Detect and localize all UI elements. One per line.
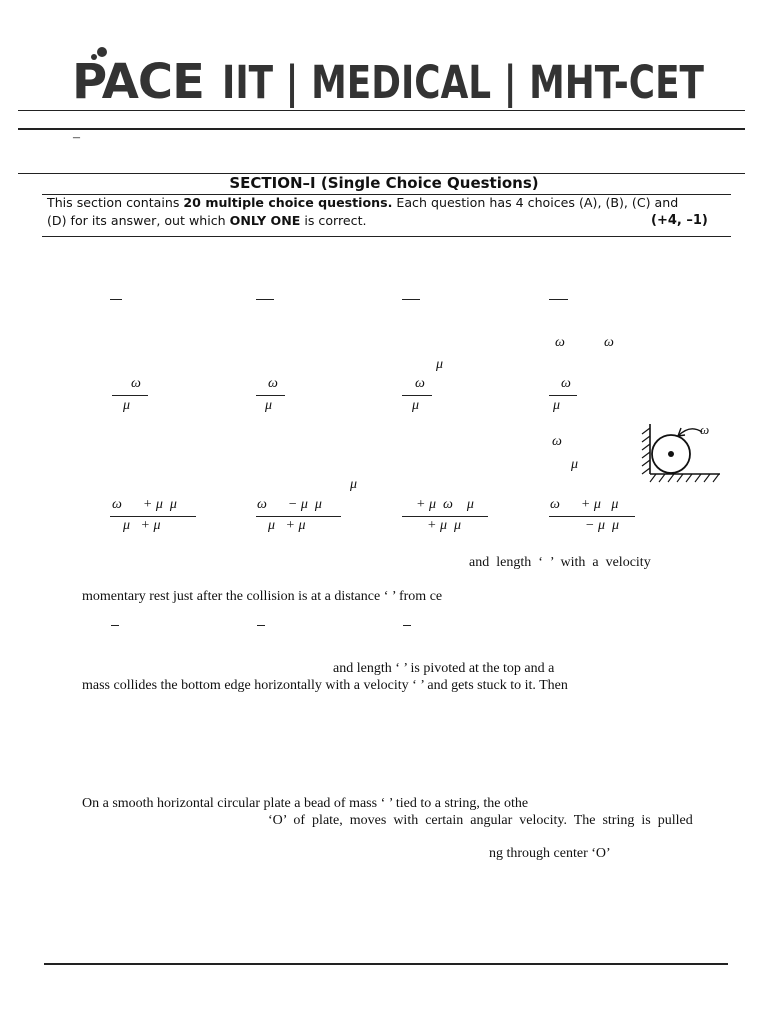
option-b-fraction-bar bbox=[256, 395, 285, 396]
option-b-denominator: μ bbox=[265, 398, 273, 413]
option-b-denominator: μ + μ bbox=[268, 518, 306, 533]
option-d-numerator: ω bbox=[561, 376, 571, 391]
floor-hatch bbox=[650, 474, 719, 482]
instruction-text: (D) for its answer, out which bbox=[47, 213, 230, 228]
option-a-fraction-bar bbox=[110, 516, 196, 517]
option-d-numerator: ω + μ μ bbox=[550, 497, 619, 512]
symbol-mu: μ bbox=[350, 477, 358, 492]
instruction-bold-only-one: ONLY ONE bbox=[229, 213, 301, 228]
instruction-text: is correct. bbox=[300, 213, 367, 228]
option-b-numerator: ω bbox=[268, 376, 278, 391]
marking-scheme: (+4, –1) bbox=[651, 213, 708, 228]
option-d-fraction-bar bbox=[549, 395, 577, 396]
question-line: and length ‘ ’ is pivoted at the top and a bbox=[333, 661, 555, 676]
footer-rule bbox=[44, 963, 728, 965]
symbol-omega: ω bbox=[555, 335, 565, 350]
logo-tagline: IIT | MEDICAL | MHT-CET bbox=[222, 56, 705, 108]
rolling-disc-figure bbox=[638, 418, 722, 488]
option-c-fraction-bar bbox=[403, 625, 411, 626]
omega-label: ω bbox=[700, 422, 710, 437]
option-b-numerator: ω − μ μ bbox=[257, 497, 322, 512]
section-title: SECTION–I (Single Choice Questions) bbox=[229, 174, 539, 192]
question-line: ‘O’ of plate, moves with certain angular velocity. The string is pulled bbox=[268, 813, 693, 828]
option-d-denominator: μ bbox=[553, 398, 561, 413]
option-c-fraction-bar bbox=[402, 299, 420, 300]
option-b-fraction-bar bbox=[257, 625, 265, 626]
option-b-fraction-bar bbox=[256, 299, 274, 300]
option-c-fraction-bar bbox=[402, 516, 488, 517]
option-d-denominator: − μ μ bbox=[585, 518, 620, 533]
wall-hatch bbox=[642, 428, 650, 474]
option-a-denominator: μ + μ bbox=[123, 518, 161, 533]
instruction-text: This section contains bbox=[47, 195, 184, 210]
pace-logo-banner bbox=[0, 44, 768, 108]
instruction-line-1 bbox=[47, 195, 678, 210]
option-a-fraction-bar bbox=[112, 395, 148, 396]
option-c-denominator: μ bbox=[412, 398, 420, 413]
section-rule-bottom bbox=[42, 236, 731, 237]
instruction-bold-count: 20 multiple choice questions. bbox=[183, 195, 393, 210]
symbol-omega: ω bbox=[552, 434, 562, 449]
question-line: and length ‘ ’ with a velocity bbox=[469, 555, 651, 570]
option-a-denominator: μ bbox=[123, 398, 131, 413]
option-d-fraction-bar bbox=[549, 299, 568, 300]
option-c-fraction-bar bbox=[402, 395, 432, 396]
instruction-line-2 bbox=[47, 213, 367, 228]
option-c-numerator: ω bbox=[415, 376, 425, 391]
question-line: ng through center ‘O’ bbox=[489, 846, 611, 861]
logo-text: PACE bbox=[72, 54, 204, 108]
disc-center-dot bbox=[668, 451, 674, 457]
option-a-numerator: ω bbox=[131, 376, 141, 391]
option-c-numerator: + μ ω μ bbox=[416, 497, 474, 512]
question-line: momentary rest just after the collision is at a distance ‘ ’ from ce bbox=[82, 589, 443, 604]
top-dash: – bbox=[73, 130, 80, 145]
option-d-fraction-bar bbox=[549, 516, 635, 517]
question-line: mass collides the bottom edge horizontally with a velocity ‘ ’ and gets stuck to it. Then bbox=[82, 678, 568, 693]
instruction-text: Each question has 4 choices (A), (B), (C) and bbox=[392, 195, 679, 210]
header-rule-bottom bbox=[18, 128, 745, 130]
option-a-numerator: ω + μ μ bbox=[112, 497, 177, 512]
symbol-mu: μ bbox=[571, 457, 579, 472]
symbol-omega: ω bbox=[604, 335, 614, 350]
option-b-fraction-bar bbox=[256, 516, 341, 517]
symbol-mu: μ bbox=[436, 357, 444, 372]
option-a-fraction-bar bbox=[111, 625, 119, 626]
header-rule-top bbox=[18, 110, 745, 111]
option-c-denominator: + μ μ bbox=[427, 518, 462, 533]
option-a-fraction-bar bbox=[110, 299, 122, 300]
question-line: On a smooth horizontal circular plate a bead of mass ‘ ’ tied to a string, the othe bbox=[82, 796, 529, 811]
